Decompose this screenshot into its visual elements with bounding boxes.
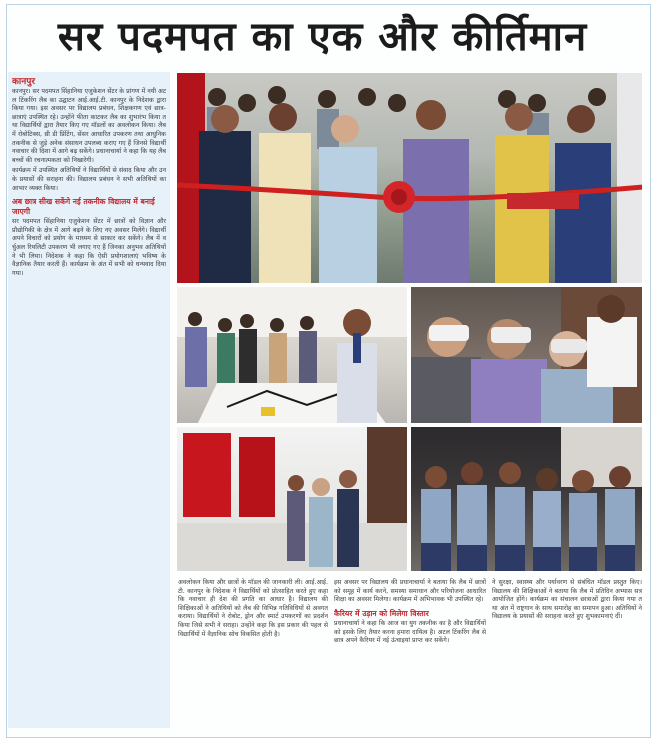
body-column-3 [492, 578, 642, 728]
headline: सर पदमपत का एक और कीर्तिमान [57, 14, 588, 60]
article-subhead: अब छात्र सीख सकेंगे नई तकनीक विद्यालय में बनाई जाएगी [12, 197, 155, 216]
corridor-photo [176, 426, 408, 572]
students-photo [410, 426, 643, 572]
article-paragraph: सर पदमपत सिंहानिया एजुकेशन सेंटर में छात्रों को विज्ञान और प्रौद्योगिकी के क्षेत्र में आगे बढ़ने के लिए नए अवसर मिलेंगे। विद्यार्थी अपने विचारों को प्रयोग के माध्यम से साकार कर सकेंगे। लैब में वर्चुअल रियलिटी उपकरण भी लगाए गए हैं जिनका अनुभव अतिथियों ने भी लिया। निदेशक ने कहा कि ऐसी प्रयोगशालाएं भविष्य के वैज्ञानिक तैयार करती हैं। कार्यक्रम के अंत में सभी को धन्यवाद दिया गया। [12, 218, 166, 277]
article-paragraph: कानपुर। सर पदमपत सिंहानिया एजुकेशन सेंटर के प्रांगण में नयी अटल टिंकरिंग लैब का उद्घाटन आई.आई.टी. कानपुर के निदेशक द्वारा किया गया। इस अवसर पर विद्यालय प्रबंधन, शिक्षकगण एवं छात्र-छात्राएं उपस्थित रहे। उन्होंने फीता काटकर लैब का शुभारंभ किया तथा विद्यार्थियों द्वारा तैयार किए गए मॉडलों का अवलोकन किया। लैब में रोबोटिक्स, थ्री डी प्रिंटिंग, सेंसर आधारित उपकरण तथा आधुनिक तकनीक से जुड़े अनेक संसाधन उपलब्ध कराए गए हैं जिनसे विद्यार्थी नवाचार की दिशा में आगे बढ़ सकेंगे। प्रधानाचार्या ने कहा कि यह लैब बच्चों की रचनात्मकता को निखारेगी। [12, 88, 166, 164]
article-paragraph: ने सुरक्षा, स्वास्थ्य और पर्यावरण से संबंधित मॉडल प्रस्तुत किए। विद्यालय की शिक्षिकाओं ने बताया कि लैब में प्रतिदिन अभ्यास सत्र आयोजित होंगे। कार्यक्रम का संचालन छात्राओं द्वारा किया गया तथा अंत में राष्ट्रगान के साथ समारोह का समापन हुआ। अतिथियों ने विद्यालय के प्रयासों की सराहना करते हुए शुभकामनाएं दीं। [492, 579, 642, 621]
ribbon-cutting-photo [176, 72, 643, 284]
article-paragraph: अवलोकन किया और छात्रों के मॉडल की जानकारी ली। आई.आई.टी. कानपुर के निदेशक ने विद्यार्थियों को प्रोत्साहित करते हुए कहा कि नवाचार ही देश की प्रगति का आधार है। विद्यालय की शिक्षिकाओं ने अतिथियों को लैब की विभिन्न गतिविधियों से अवगत कराया। विद्यार्थियों ने रोबोट, ड्रोन और स्मार्ट उपकरणों का प्रदर्शन किया जिसे सभी ने सराहा। उन्होंने कहा कि इस प्रकार की पहल से विद्यार्थियों में वैज्ञानिक सोच विकसित होती है। [178, 579, 328, 638]
body-column-1 [178, 578, 328, 728]
article-paragraph: प्रधानाचार्या ने कहा कि आज का युग तकनीक का है और विद्यार्थियों को इसके लिए तैयार करना हमारा दायित्व है। अटल टिंकरिंग लैब से छात्र अपने कैरियर में नई ऊंचाइयां प्राप्त कर सकेंगे। [334, 620, 486, 645]
robotics-demo-photo [176, 286, 408, 424]
body-column-2 [334, 578, 486, 728]
article-subhead: कैरियर में उड़ान को मिलेगा विस्तार [334, 608, 429, 618]
vr-headset-photo [410, 286, 643, 424]
left-text-column [8, 72, 170, 728]
article-paragraph: कार्यक्रम में उपस्थित अतिथियों ने विद्यार्थियों से संवाद किया और उनके प्रयासों की सराहना की। विद्यालय प्रबंधन ने सभी अतिथियों का आभार व्यक्त किया। [12, 167, 166, 192]
dateline: कानपुर [12, 77, 36, 87]
article-paragraph: इस अवसर पर विद्यालय की प्रधानाचार्या ने बताया कि लैब में छात्रों को समूह में कार्य करने, समस्या समाधान और परियोजना आधारित शिक्षा का अवसर मिलेगा। कार्यक्रम में अभिभावक भी उपस्थित रहे। [334, 579, 486, 604]
